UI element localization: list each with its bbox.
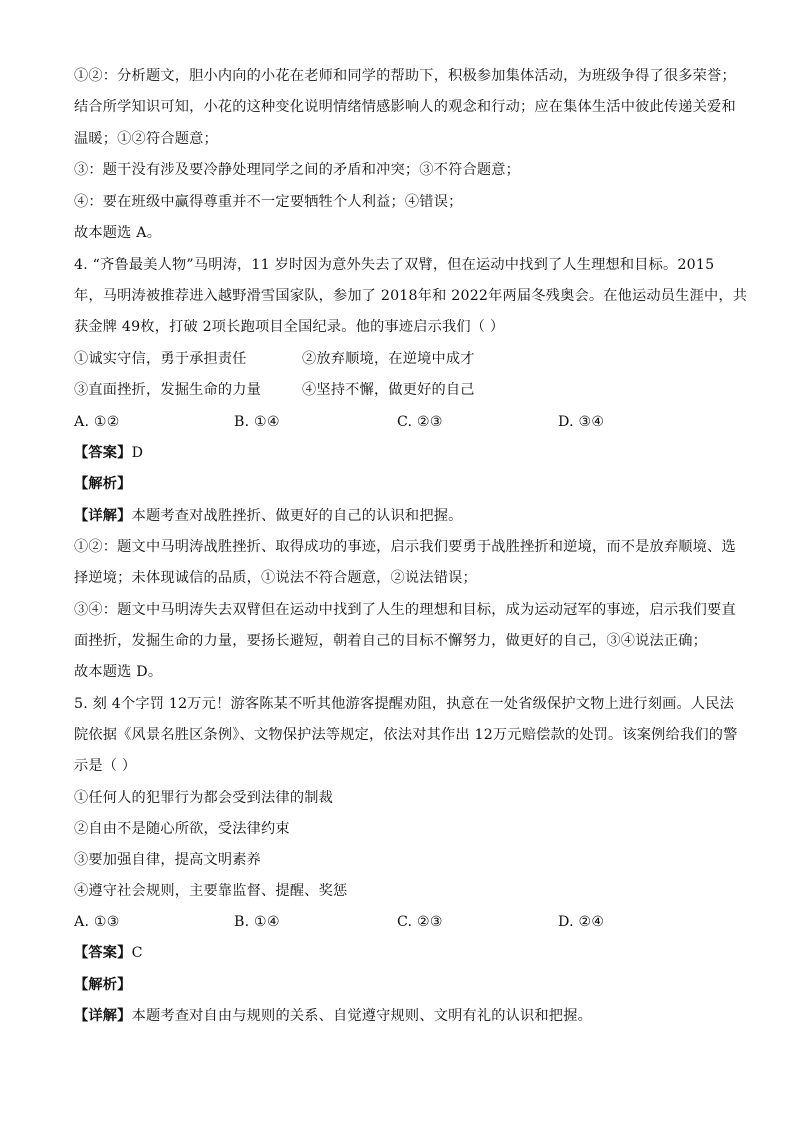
q5-choice-a: A. ①③ (74, 914, 120, 930)
q5-stem-line-2: 院依据《风景名胜区条例》、文物保护法等规定，依法对其作出 12万元赔偿款的处罚。该案例给我们的警 (74, 727, 738, 743)
q5-item-1: ①任何人的犯罪行为都会受到法律的制裁 (74, 790, 333, 806)
q5-detail (74, 1006, 724, 1026)
q5-item-4: ④遵守社会规则，主要靠监督、提醒、奖惩 (74, 883, 348, 899)
q5-answer-tag: 【答案】 (74, 945, 132, 961)
q4-item-2: ②放弃顺境，在逆境中成才 (302, 351, 475, 367)
q4-analysis-line-4: 面挫折，发掘生命的力量，要扬长避短，朝着自己的目标不懈努力，做更好的自己，③④说法正确； (74, 633, 708, 649)
q5-answer (74, 943, 724, 963)
q4-answer-tag: 【答案】 (74, 445, 132, 461)
q3-analysis-line-4: ③：题干没有涉及要冷静处理同学之间的矛盾和冲突；③不符合题意； (74, 162, 521, 178)
q3-analysis-line-1: ①②：分析题文，胆小内向的小花在老师和同学的帮助下，积极参加集体活动，为班级争得了很多荣誉； (74, 68, 736, 84)
q4-answer (74, 443, 724, 463)
q5-choice-d: D. ②④ (558, 914, 605, 930)
q4-choice-a: A. ①② (74, 414, 120, 430)
q4-stem-line-2: 年，马明涛被推荐进入越野滑雪国家队，参加了 2018年和 2022年两届冬残奥会。在他运动员生涯中，共 (74, 288, 748, 304)
q3-analysis-line-2: 结合所学知识可知，小花的这种变化说明情绪情感影响人的观念和行动；应在集体生活中彼此传递关爱和 (74, 99, 736, 115)
q3-analysis-line-5: ④：要在班级中赢得尊重并不一定要牺牲个人利益；④错误； (74, 194, 463, 210)
q4-choice-d: D. ③④ (558, 414, 605, 430)
q4-detail-text: 本题考查对战胜挫折、做更好的自己的认识和把握。 (131, 508, 463, 524)
q5-analysis-tag: 【解析】 (74, 977, 132, 993)
q4-conclusion: 故本题选 D。 (74, 664, 163, 680)
q4-analysis-line-3: ③④：题文中马明涛失去双臂但在运动中找到了人生的理想和目标，成为运动冠军的事迹，启示我们要直 (74, 602, 736, 618)
q5-answer-value: C (131, 945, 143, 961)
q4-analysis-tag: 【解析】 (74, 476, 132, 492)
q4-choice-b: B. ①④ (234, 414, 280, 430)
q4-item-3: ③直面挫折，发掘生命的力量 (74, 382, 262, 398)
q4-answer-value: D (131, 445, 144, 461)
q3-conclusion: 故本题选 A。 (74, 225, 162, 241)
q4-stem-line-1: 4. “齐鲁最美人物”马明涛，11 岁时因为意外失去了双臂，但在运动中找到了人生理想和目标。2015 (74, 257, 715, 273)
q5-item-3: ③要加强自律，提高文明素养 (74, 852, 262, 868)
q5-detail-tag: 【详解】 (74, 1008, 132, 1024)
q5-stem-line-1: 5. 刻 4个字罚 12万元！游客陈某不听其他游客提醒劝阻，执意在一处省级保护文物上进行刻画。人民法 (74, 696, 735, 712)
q4-choice-c: C. ②③ (397, 414, 443, 430)
q4-analysis-line-2: 择逆境；未体现诚信的品质，①说法不符合题意，②说法错误； (74, 570, 477, 586)
q4-item-4: ④坚持不懈，做更好的自己 (302, 382, 475, 398)
q4-stem-line-3: 获金牌 49枚，打破 2项长跑项目全国纪录。他的事迹启示我们（ ） (74, 319, 505, 335)
q3-analysis-line-3: 温暖；①②符合题意； (74, 131, 218, 147)
q5-choice-b: B. ①④ (234, 914, 280, 930)
q4-detail (74, 506, 724, 526)
q5-choice-c: C. ②③ (397, 914, 443, 930)
q4-detail-tag: 【详解】 (74, 508, 132, 524)
q5-stem-line-3: 示是（ ） (74, 758, 137, 774)
q5-detail-text: 本题考查对自由与规则的关系、自觉遵守规则、文明有礼的认识和把握。 (131, 1008, 592, 1024)
q4-analysis-line-1: ①②：题文中马明涛战胜挫折、取得成功的事迹，启示我们要勇于战胜挫折和逆境，而不是放弃顺境、选 (74, 539, 736, 555)
q5-item-2: ②自由不是随心所欲，受法律约束 (74, 821, 290, 837)
q4-item-1: ①诚实守信，勇于承担责任 (74, 351, 247, 367)
